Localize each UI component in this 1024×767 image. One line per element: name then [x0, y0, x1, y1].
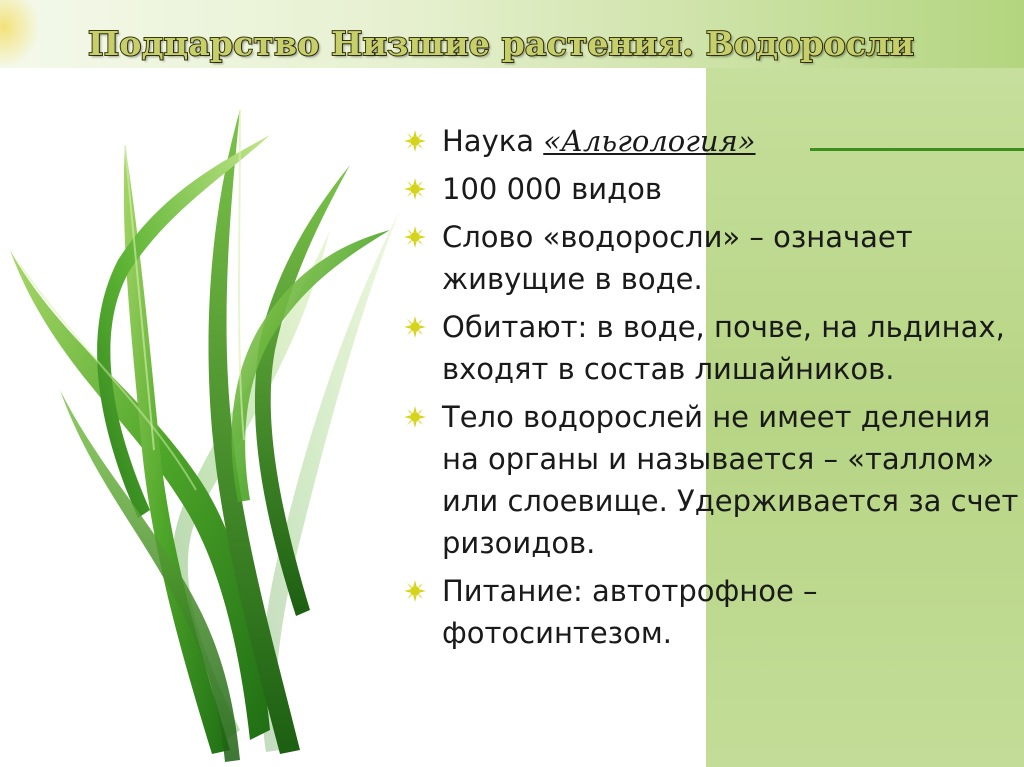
bullet-text: Питание: автотрофное – фотосинтезом.: [442, 574, 818, 650]
bullet-emphasis: «Альгология»: [543, 124, 756, 158]
header-decoration: [0, 0, 40, 68]
sun-bullet-icon: [404, 178, 426, 200]
bullet-text: 100 000 видов: [442, 172, 662, 206]
list-item: [404, 396, 1020, 564]
bullet-text: Тело водорослей не имеет деления на органы и называется – «таллом» или слоевище. Удерживается за счет ризоидов.: [442, 400, 1019, 560]
bullet-text: Слово «водоросли» – означает живущие в воде.: [442, 220, 913, 296]
list-item: [404, 570, 1020, 654]
list-item: [404, 168, 1020, 210]
list-item: [404, 216, 1020, 300]
slide-title: Подцарство Низшие растения. Водоросли: [88, 24, 915, 63]
sun-bullet-icon: [404, 316, 426, 338]
sun-bullet-icon: [404, 226, 426, 248]
fact-list: [404, 120, 1020, 660]
sun-bullet-icon: [404, 130, 426, 152]
algae-plant-image: [0, 90, 460, 767]
bullet-text: Обитают: в воде, почве, на льдинах, входят в состав лишайников.: [442, 310, 1005, 386]
list-item: [404, 120, 1020, 162]
list-item: [404, 306, 1020, 390]
bullet-text: Наука: [442, 124, 544, 158]
sun-bullet-icon: [404, 406, 426, 428]
sun-bullet-icon: [404, 580, 426, 602]
